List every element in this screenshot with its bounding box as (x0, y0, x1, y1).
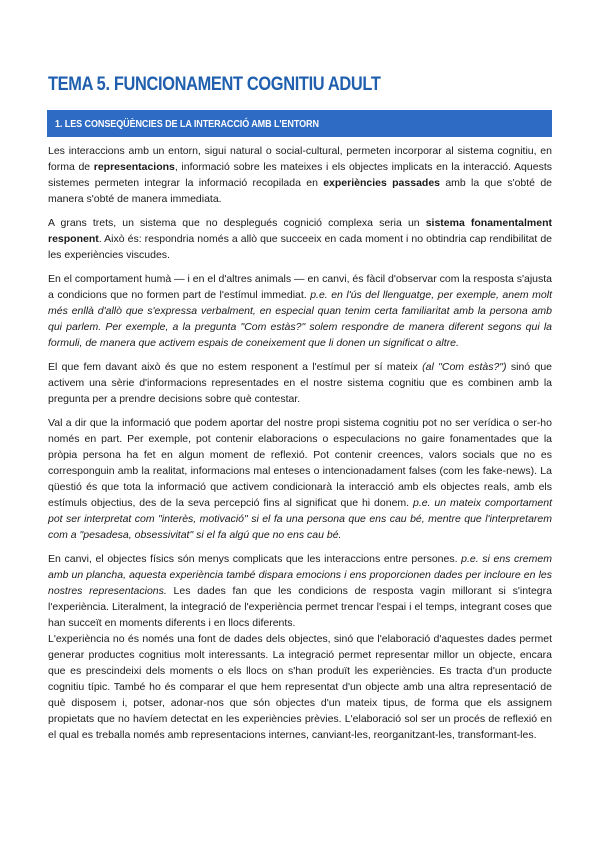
paragraph-6: En canvi, el objectes físics són menys complicats que les interaccions entre persones. p.e. si ens cremem amb un plancha, aquesta experiència també dispara emocions i ens proporcionen dades per incloure en les nostres representacions. Les dades fan que les condicions de resposta vagin millorant si s'integra l'experiència. Literalment, la integració de l'experiència permet trencar l'espai i el temps, integrant coses que han succeït en moments diferents i en llocs diferents. (48, 553, 552, 629)
paragraph-1: Les interaccions amb un entorn, sigui natural o social-cultural, permeten incorporar al sistema cognitiu, en forma de representacions, informació sobre les mateixes i els objectes implicats en la interacció. Aquests sistemes permeten integrar la informació recopilada en experiències passades amb la que s'obté de manera s'obté de manera immediata. (48, 145, 552, 205)
page-title: TEMA 5. FUNCIONAMENT COGNITIU ADULT (48, 73, 381, 95)
paragraph-2: A grans trets, un sistema que no desplegués cognició complexa seria un sistema fonamentalment responent. Això és: respondria només a allò que succeeix en cada moment i no obtindria cap rendibilitat de les experiències viscudes. (48, 217, 552, 261)
paragraph-7: L'experiència no és només una font de dades dels objectes, sinó que l'elaboració d'aquestes dades permet generar productes cognitius molt interessants. La integració permet representar millor un objecte, encara que es prescindeixi dels moments o els llocs on s'han produït les experiències. Es tracta d'un producte cognitiu típic. També ho és comparar el que hem representat d'un objecte amb una altra representació de què disposem i, potser, adonar-nos que són objectes d'un mateix tipus, de forma que els assignem propietats que no havíem detectat en les experiències prèvies. L'elaboració sol ser un procés de reflexió en el qual es treballa només amb representacions internes, canviant-les, reorganitzant-les, transformant-les. (48, 633, 552, 741)
paragraph-5: Val a dir que la informació que podem aportar del nostre propi sistema cognitiu pot no ser verídica o ser-ho només en part. Per exemple, pot contenir elaboracions o especulacions no gaire fonamentades que la pròpia persona ha fet en algun moment de reflexió. Pot contenir creences, valors socials que no es corresponguin amb la realitat, informacions mal enteses o intencionadament falses (com les fake-news). La qüestió és que tota la informació que activem condicionarà la interacció amb els objectes reals, amb els estímuls objectius, des de la seva percepció fins al significat que hi donem. p.e. un mateix comportament pot ser interpretat com "interès, motivació" si el fa una persona que ens cau bé, mentre que l'interpretarem com a "pesadesa, obsessivitat" si el fa algú que no ens cau bé. (48, 417, 552, 541)
section-header (47, 110, 552, 137)
paragraph-3: En el comportament humà — i en el d'altres animals — en canvi, és fàcil d'observar com la resposta s'ajusta a condicions que no formen part de l'estímul immediat. p.e. en l'ús del llenguatge, per exemple, anem molt més enllà d'allò que s'expressa verbalment, en especial quan tenim certa familiaritat amb la persona amb qui parlem. Per exemple, a la pregunta "Com estàs?" solem respondre de manera diferent segons qui la formuli, de manera que activem espais de coneixement que li donen un significat o altre. (48, 273, 552, 349)
paragraph-4: El que fem davant això és que no estem responent a l'estímul per sí mateix (al "Com estàs?") sinó que activem una sèrie d'informacions representades en el nostre sistema cognitiu que es combinen amb la pregunta per a prendre decisions sobre què contestar. (48, 361, 552, 405)
document-body (48, 143, 552, 743)
section-title: 1. LES CONSEQÜÈNCIES DE LA INTERACCIÓ AMB L'ENTORN (55, 118, 319, 130)
